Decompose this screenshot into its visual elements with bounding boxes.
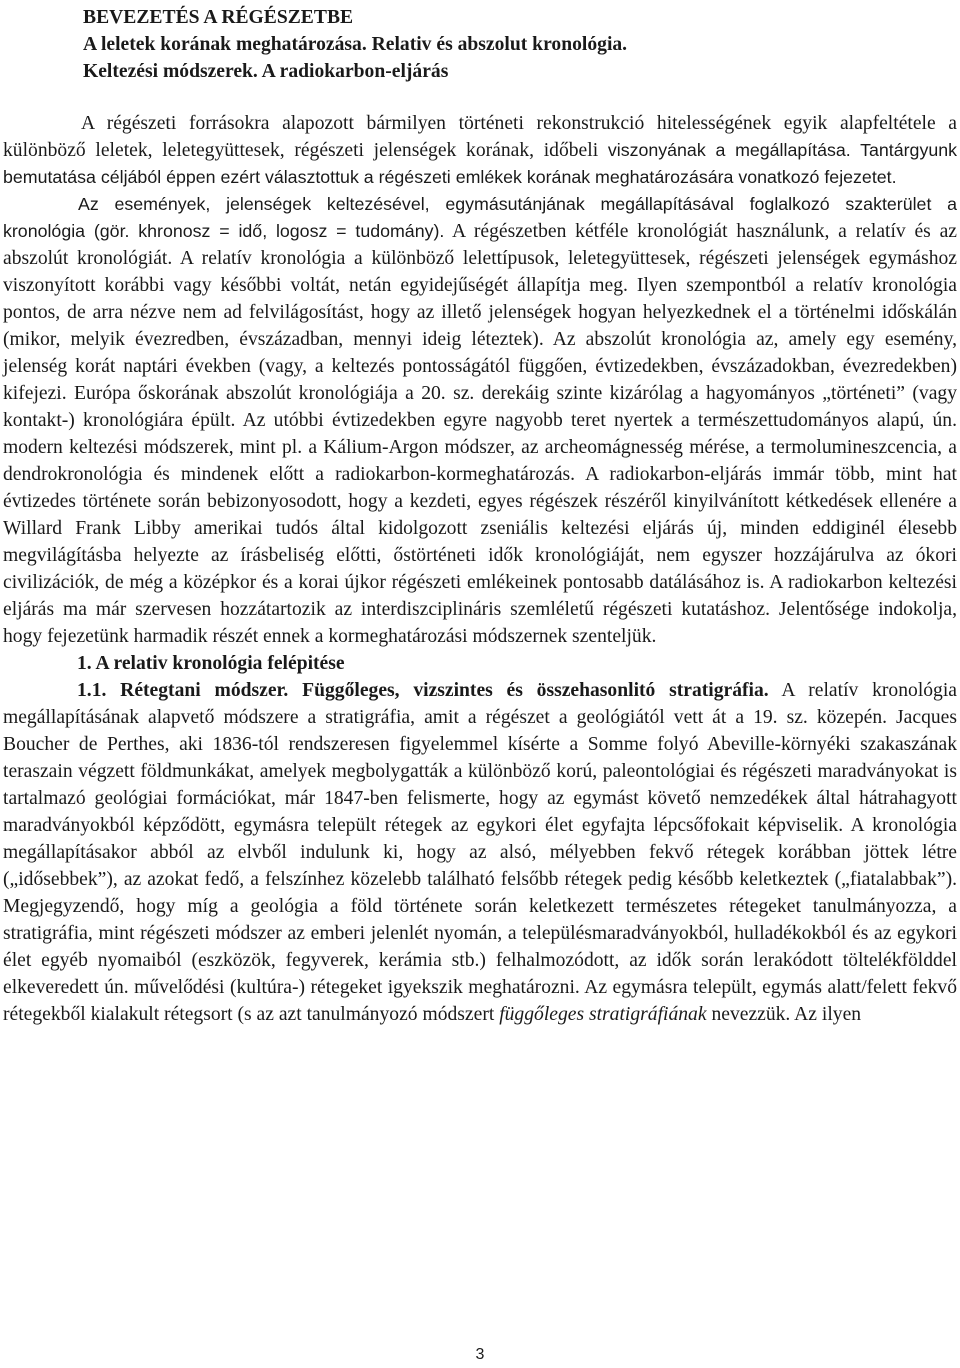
chapter-title: BEVEZETÉS A RÉGÉSZETBE	[83, 7, 354, 28]
chronology-text-sans: Az események, jelenségek keltezésével, egymásutánjának megállapításával foglalkozó szakterület a kronológia (gör. khronosz = idő, logosz = tudomány).	[3, 194, 957, 241]
intro-paragraph	[3, 110, 957, 191]
stratigraphy-text: A relatív kronológia megállapításának alapvető módszere a stratigráfia, amit a régészet a geológiától vett át a 19. sz. közepén. Jacques Boucher de Perthes, aki 1836-tól rendszeresen figyelemmel kísérte a Somme folyó Abeville-környéki szakaszának teraszain végzett földmunkákat, amelyek megbolygatták a különböző korú, paleontológiai és régészeti maradványokat is tartalmazó geológiai formációkat, már 1847-ben felismerte, hogy az egymást követő nemzedékek által hátrahagyott maradványokból képződött, egymásra települt rétegek az egykori élet egyfajta lépcsőfokait képviselik. A kronológia megállapításakor abból az elvből indulunk ki, hogy az alsó, mélyebben fekvő rétegek korábban jöttek létre („idősebbek”), az azokat fedő, a felszínhez közelebb található felsőbb rétegek pedig később keletkeztek („fiatalabbak”). Megjegyzendő, hogy míg a geológia a föld története során keletkezett természetes rétegeket tanulmányozza, a stratigráfia, mint régészeti módszer az emberi jelenlét nyomán, a településmaradványokból, hulladékokból és az egykori élet egyéb nyomaiból (eszközök, fegyverek, kerámia stb.) felhalmozódott, az idők során lerakódott töltelékfölddel elkeveredett ún. művelődési (kultúra-) rétegeket igyekszik meghatározni. Az egymásra települt, egymás alatt/felett fekvő rétegekből kialakult rétegsort (s az azt tanulmányozó módszert	[3, 680, 957, 1025]
section-heading: 1. A relativ kronológia felépitése	[77, 653, 345, 674]
chapter-heading	[83, 4, 957, 85]
stratigraphy-text-end: nevezzük. Az ilyen	[706, 1004, 862, 1025]
intro-text-serif: A régészeti forrásokra alapozott bármilyen történeti rekonstrukció hitelességének egyik alapfeltétele a különböző leletek, leletegyüttesek, régészeti jelenségek korának, időbeli	[3, 113, 957, 161]
chapter-subtitle-line-1: A leletek korának meghatározása. Relativ és abszolut kronológia.	[83, 34, 628, 55]
chronology-paragraph	[3, 191, 957, 650]
page-number: 3	[475, 1346, 485, 1363]
italic-term: függőleges stratigráfiának	[499, 1004, 707, 1025]
chapter-subtitle-line-2: Keltezési módszerek. A radiokarbon-eljárás	[83, 61, 449, 82]
chronology-text-serif: A régészetben kétféle kronológiát használunk, a relatív és az abszolút kronológiát. A relatív kronológia a különböző lelettípusok, leletegyüttesek, régészeti jelenségek egymáshoz viszonyított korábbi vagy későbbi voltát, netán egyidejűségét állapítja meg. Ilyen szempontból a relatív kronológia pontos, de arra nézve nem ad felvilágosítást, hogy az illető jelenségek hogyan helyezkednek el a történelmi időskálán (mikor, melyik évezredben, évszázadban, mennyi ideig léteztek). Az abszolút kronológia az, amely egy esemény, jelenség korát naptári években (vagy, a keltezés pontosságától függően, évtizedekben, évszázadokban, évezredekben) kifejezi. Európa őskorának abszolút kronológiája a 20. sz. derekáig szinte kizárólag a hagyományos „történeti” (vagy kontakt-) kronológiára épült. Az utóbbi évtizedekben egyre nagyobb teret nyertek a természettudományos alapú, ún. modern keltezési módszerek, mint pl. a Kálium-Argon módszer, az archeomágnesség mérése, a termolumineszcencia, a dendrokronológia és mindenek előtt a radiokarbon-kormeghatározás. A radiokarbon-eljárás immár több, mint hat évtizedes története során bebizonyosodott, hogy a kezdeti, egyes régészek részéről kinyilvánított kétkedések ellenére a Willard Frank Libby amerikai tudós által kidolgozott zseniális keltezési eljárás új, minden eddiginél élesebb megvilágításba helyezte az írásbeliség előtti, őstörténeti idők kronológiáját, nem egyszer hozzájárulva az ókori civilizációk, de még a középkor és a korai újkor régészeti emlékeinek pontosabb datálásához is. A radiokarbon keltezési eljárás ma már szervesen hozzátartozik az interdiszciplináris szemléletű régészeti kutatáshoz. Jelentősége indokolja, hogy fejezetünk harmadik részét ennek a kormeghatározási módszernek szenteljük.	[3, 221, 957, 647]
document-page	[3, 0, 957, 1028]
subsection-heading: 1.1. Rétegtani módszer. Függőleges, vizszintes és összehasonlitó stratigráfia.	[77, 680, 769, 701]
stratigraphy-paragraph	[3, 677, 957, 1028]
intro-text-sans: viszonyának a megállapítása. Tantárgyunk bemutatása céljából éppen ezért választottuk a régészeti emlékek korának meghatározására vonatkozó fejezetet.	[3, 140, 957, 187]
